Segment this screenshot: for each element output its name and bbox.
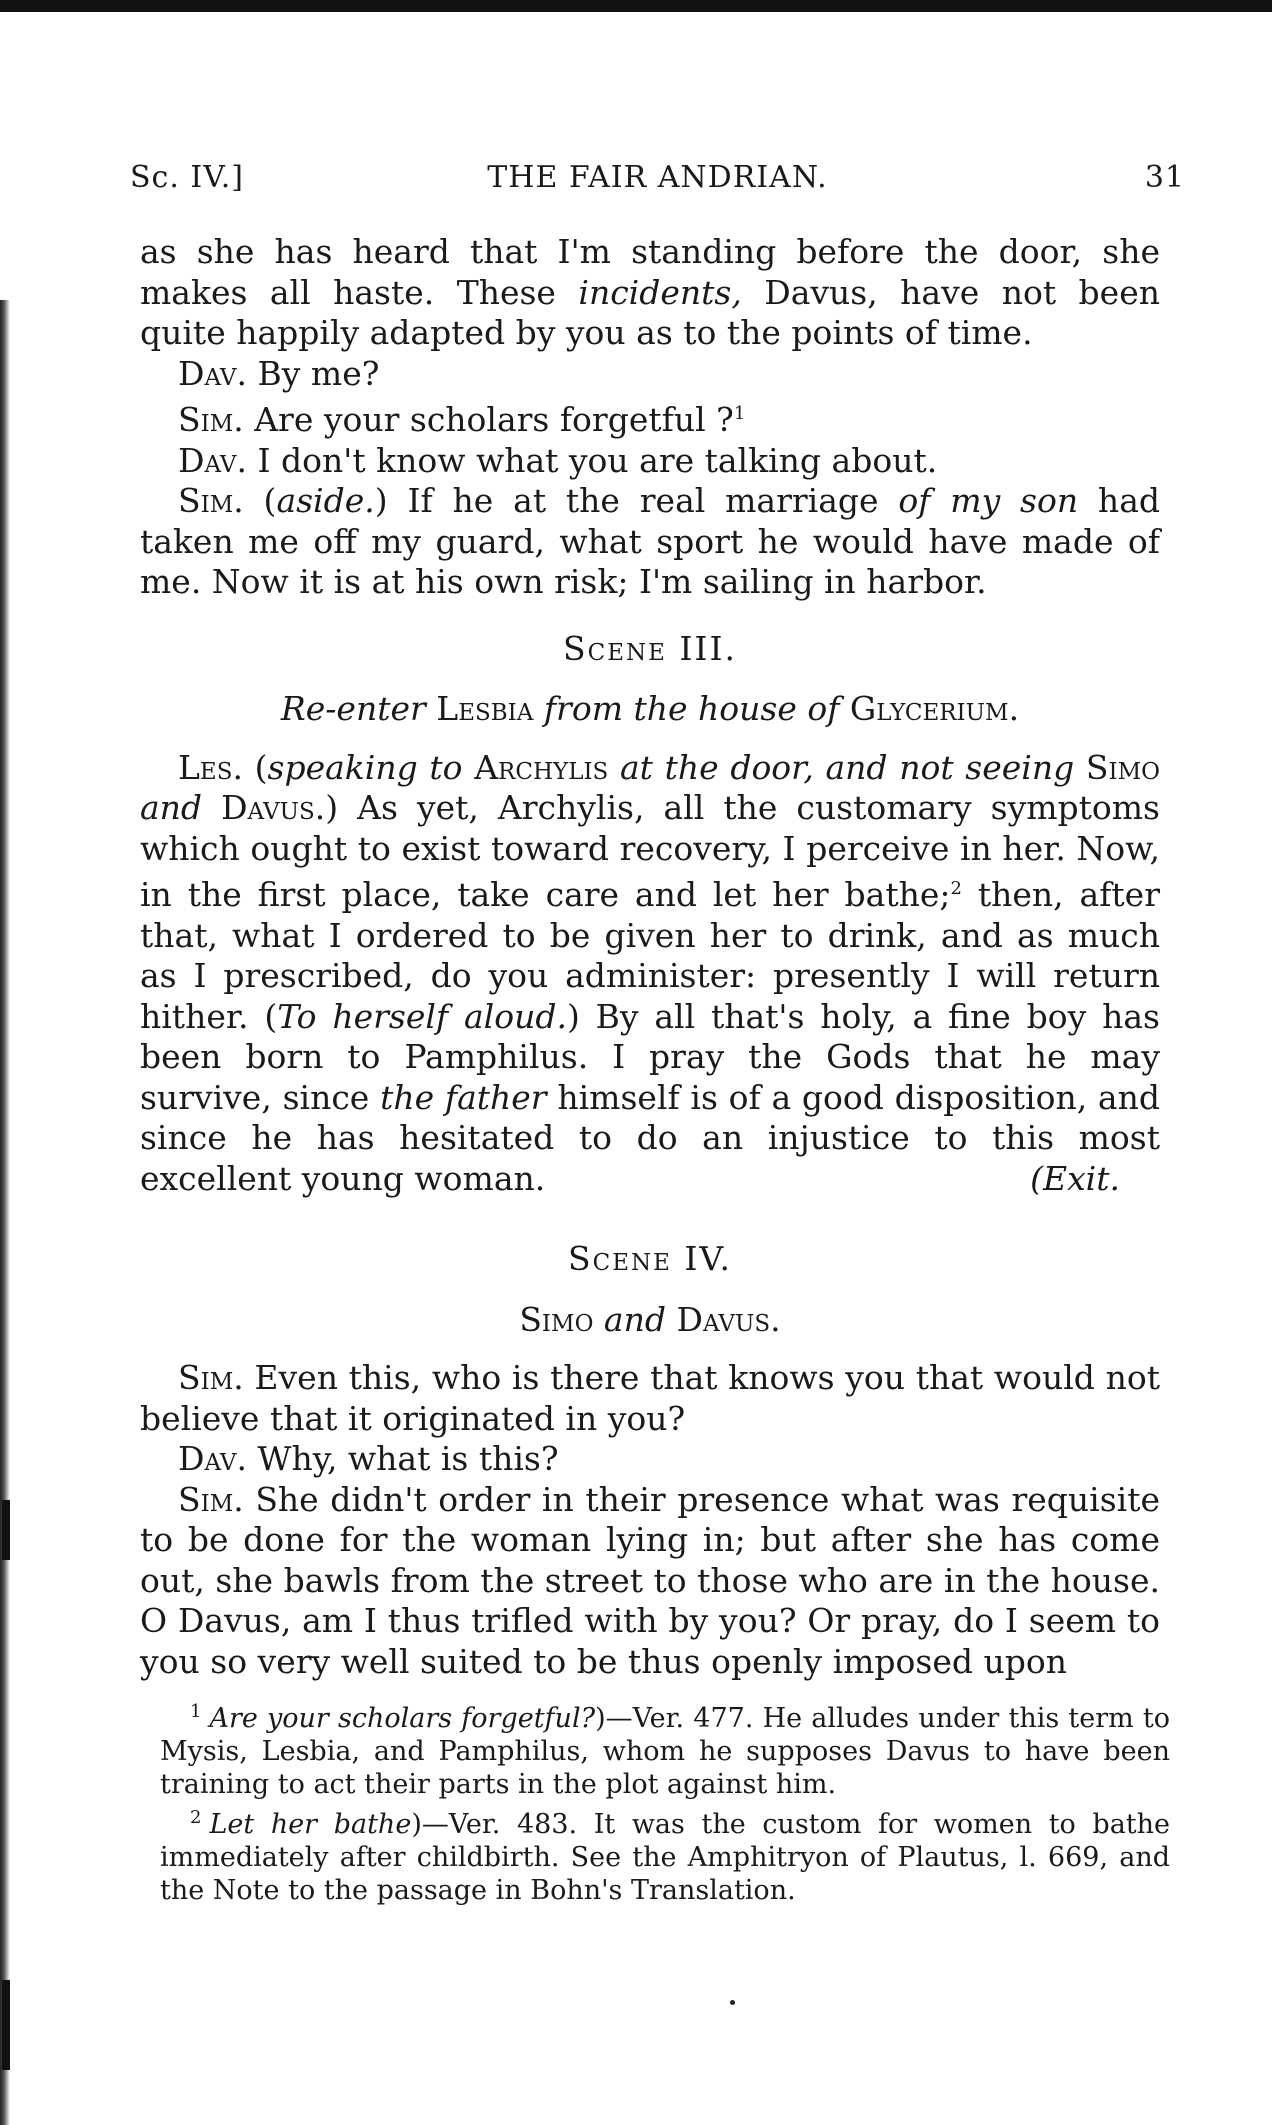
- footnote-ref: 2: [950, 878, 962, 899]
- speaker: Dav.: [178, 440, 248, 480]
- scene-heading: Scene IV.: [568, 1239, 732, 1278]
- speaker: Sim.: [178, 400, 244, 439]
- speaker: Sim.: [178, 1358, 244, 1397]
- dialogue-line: Dav. By me?: [178, 353, 380, 393]
- speaker: Sim.: [178, 1479, 244, 1519]
- footnote-ref: 1: [733, 403, 746, 424]
- top-edge-shadow: [0, 0, 1272, 12]
- dialogue-line: Sim. Are your scholars forgetful ?$^1$: [178, 400, 746, 439]
- header-section: Sc. IV.]: [130, 160, 244, 195]
- dialogue-line: Sim. Even this, who is there that knows you that would not believe that it originated in you?: [140, 1358, 1160, 1438]
- scene-heading: Scene III.: [563, 628, 737, 668]
- paragraph: as she has heard that I'm standing before the door, she makes all haste. These incidents, Davus, have not been quite happily adapted by you as to the points of time.: [140, 232, 1160, 352]
- binding-shadow: [0, 300, 10, 2125]
- stage-direction: Simo and Davus.: [519, 1299, 781, 1339]
- dialogue-line: Dav. I don't know what you are talking about.: [178, 440, 938, 480]
- dialogue-line: Sim. (aside.) If he at the real marriage of my son had taken me off my guard, what sport he would have made of me. Now it is at his own risk; I'm sailing in harbor.: [140, 481, 1160, 601]
- dialogue-line: Dav. Why, what is this?: [178, 1439, 559, 1478]
- header-title: THE FAIR ANDRIAN.: [487, 160, 828, 195]
- binding-mark: [2, 1980, 10, 2070]
- dialogue-line: Les. (speaking to Archylis at the door, and not seeing Simo and Davus.) As yet, Archylis, all the customary symptoms which ought to exist toward recovery, I perceive in her. Now, in the first place, take care and let her bathe;$^2$ then, after that, what I ordered to be given her to drink, and as much as I prescribed, do you administer: presently I will return hither. (To herself aloud.) By all that's holy, a fine boy has been born to Pamphilus. I pray the Gods that he may survive, since the father himself is of a good disposition, and since he has hesitated to do an injustice to this most excellent young woman. (Exit.: [140, 747, 1160, 1198]
- page-speck: [730, 2000, 735, 2005]
- dialogue-line: Sim. She didn't order in their presence what was requisite to be done for the woman lying in; but after she has come out, she bawls from the street to those who are in the house. O Davus, am I thus trifled with by you? Or pray, do I seem to you so very well suited to be thus openly imposed upon: [140, 1479, 1160, 1681]
- running-header: [130, 160, 1185, 210]
- footnote: $^1$ Are your scholars forgetful?)—Ver. 477. He alludes under this term to Mysis, Lesbia, and Pamphilus, whom he supposes Davus to have been training to act their parts in the plot against him.: [160, 1701, 1170, 1800]
- footnote: $^2$ Let her bathe)—Ver. 483. It was the custom for women to bathe immediately after childbirth. See the Amphitryon of Plautus, l. 669, and the Note to the passage in Bohn's Translation.: [160, 1807, 1171, 1906]
- speaker: Dav.: [178, 1439, 248, 1478]
- speaker: Les.: [178, 747, 243, 787]
- binding-mark: [2, 1500, 10, 1560]
- footnotes: [160, 1695, 1170, 1907]
- page-body: [140, 232, 1160, 1682]
- speaker: Dav.: [178, 353, 248, 393]
- page-number: 31: [1144, 160, 1185, 195]
- speaker: Sim.: [178, 481, 244, 520]
- stage-direction: Re-enter Lesbia from the house of Glycerium.: [280, 689, 1020, 728]
- exit-direction: (Exit.: [1030, 1158, 1120, 1198]
